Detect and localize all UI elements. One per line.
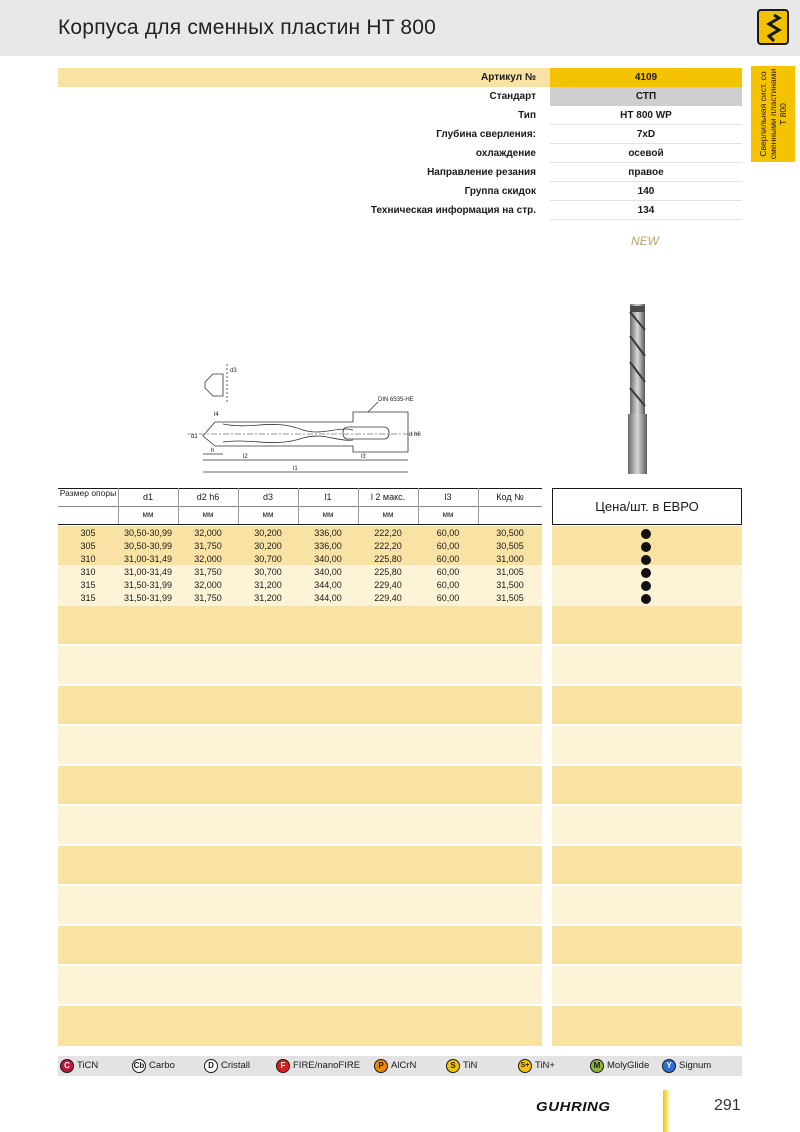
row-band — [58, 646, 542, 684]
price-band — [552, 846, 742, 884]
spec-label: Артикул № — [58, 68, 550, 87]
price-band — [552, 966, 742, 1004]
drill-logo-icon — [757, 9, 789, 45]
spec-table — [58, 68, 742, 220]
price-band — [552, 766, 742, 804]
cell-code: 30,500 — [496, 528, 524, 538]
col-divider — [418, 488, 419, 524]
spec-value: правое — [550, 163, 742, 182]
col-divider — [118, 488, 119, 524]
table-header-rule — [58, 524, 542, 525]
cell-l1: 340,00 — [314, 567, 342, 577]
cell-l1: 340,00 — [314, 554, 342, 564]
col-header-code: Код № — [496, 492, 524, 502]
spec-label: Тип — [518, 110, 536, 121]
unit-d3: мм — [262, 510, 274, 519]
cell-l2: 229,40 — [374, 593, 402, 603]
legend-label: Cristall — [221, 1060, 251, 1071]
spec-label: охлаждение — [475, 148, 536, 159]
page-title: Корпуса для сменных пластин HT 800 — [58, 16, 437, 39]
price-band — [552, 1006, 742, 1046]
cell-l3: 60,00 — [436, 567, 460, 577]
row-band — [58, 806, 542, 844]
unit-l1: мм — [322, 510, 334, 519]
legend-item-tin — [446, 1059, 477, 1073]
legend-item-cristall — [204, 1059, 250, 1073]
coating-s-icon: S — [446, 1059, 460, 1073]
spec-row-depth — [58, 125, 742, 144]
coating-legend — [58, 1056, 742, 1076]
unit-l3: мм — [442, 510, 454, 519]
legend-label: Carbo — [149, 1060, 175, 1071]
table-header — [58, 488, 542, 524]
legend-item-tinplus — [518, 1059, 555, 1073]
spec-value: 4109 — [550, 68, 742, 87]
cell-l3: 60,00 — [436, 541, 460, 551]
col-header-l1: l1 — [324, 492, 332, 502]
cell-d2: 31,750 — [194, 541, 222, 551]
cell-d1: 30,50-30,99 — [123, 528, 173, 538]
row-band — [58, 886, 542, 924]
spec-row-direction — [58, 163, 742, 182]
table-row — [58, 566, 542, 579]
col-divider — [238, 488, 239, 524]
brand-logo: GUHRING — [536, 1099, 611, 1114]
cell-l3: 60,00 — [436, 554, 460, 564]
spec-value: осевой — [550, 144, 742, 163]
cell-size: 310 — [80, 567, 96, 577]
cell-code: 31,505 — [496, 593, 524, 603]
availability-dot — [641, 581, 651, 591]
cell-d3: 30,200 — [254, 541, 282, 551]
coating-d-icon: D — [204, 1059, 218, 1073]
col-header-d3: d3 — [262, 492, 273, 502]
spec-value: 134 — [550, 201, 742, 220]
spec-value: 7xD — [550, 125, 742, 144]
label-h: h — [211, 448, 215, 454]
legend-label: Signum — [679, 1060, 712, 1071]
label-dh6: d h6 — [409, 432, 421, 438]
legend-item-fire — [276, 1059, 360, 1073]
row-band — [58, 1006, 542, 1046]
spec-label: Глубина сверления: — [436, 129, 536, 140]
legend-label: FIRE/nanoFIRE — [293, 1060, 361, 1071]
cell-d3: 30,700 — [254, 567, 282, 577]
cell-l2: 225,80 — [374, 567, 402, 577]
label-l4: l4 — [214, 412, 219, 418]
legend-item-ticn — [60, 1059, 98, 1073]
page-number: 291 — [714, 1097, 741, 1114]
price-band — [552, 686, 742, 724]
legend-item-carbo — [132, 1059, 175, 1073]
price-band — [552, 886, 742, 924]
table-row — [58, 540, 542, 553]
cell-l1: 344,00 — [314, 593, 342, 603]
price-band — [552, 926, 742, 964]
spec-value: 140 — [550, 182, 742, 201]
cell-d3: 31,200 — [254, 593, 282, 603]
price-header: Цена/шт. в ЕВРО — [552, 488, 742, 525]
legend-label: AlCrN — [391, 1060, 417, 1071]
drill-body-photo — [616, 300, 660, 478]
side-tab-text: Сверлильная сист. со сменными пластинами Т 800 — [758, 68, 788, 160]
col-header-l2: l 2 макс. — [370, 492, 406, 502]
coating-c-icon: C — [60, 1059, 74, 1073]
label-d1: d1 — [191, 434, 198, 440]
row-band — [58, 726, 542, 764]
cell-d2: 32,000 — [194, 580, 222, 590]
spec-row-techinfo — [58, 201, 742, 220]
row-band — [58, 766, 542, 804]
label-l2: l2 — [243, 454, 248, 460]
label-l3: l3 — [361, 454, 366, 460]
cell-d2: 31,750 — [194, 593, 222, 603]
cell-d2: 32,000 — [194, 554, 222, 564]
price-band — [552, 646, 742, 684]
cell-l3: 60,00 — [436, 593, 460, 603]
legend-item-signum — [662, 1059, 711, 1073]
spec-label: Стандарт — [489, 91, 536, 102]
legend-label: TiCN — [77, 1060, 99, 1071]
spec-row-cooling — [58, 144, 742, 163]
row-band — [58, 846, 542, 884]
coating-f-icon: F — [276, 1059, 290, 1073]
col-divider — [358, 488, 359, 524]
coating-p-icon: P — [374, 1059, 388, 1073]
spec-label: Техническая информация на стр. — [370, 205, 536, 216]
row-band — [58, 606, 542, 644]
cell-l1: 336,00 — [314, 541, 342, 551]
cell-d1: 31,00-31,49 — [123, 567, 173, 577]
technical-drawing — [183, 360, 423, 480]
cell-code: 31,500 — [496, 580, 524, 590]
cell-l2: 222,20 — [374, 528, 402, 538]
cell-l1: 344,00 — [314, 580, 342, 590]
coating-splus-icon: S+ — [518, 1059, 532, 1073]
cell-code: 31,005 — [496, 567, 524, 577]
spec-value: HT 800 WP — [550, 106, 742, 125]
spec-row-discount — [58, 182, 742, 201]
cell-code: 30,505 — [496, 541, 524, 551]
unit-d1: мм — [142, 510, 154, 519]
legend-item-alcrn — [374, 1059, 416, 1073]
availability-dot — [641, 529, 651, 539]
cell-d3: 30,200 — [254, 528, 282, 538]
cell-d3: 30,700 — [254, 554, 282, 564]
cell-l3: 60,00 — [436, 528, 460, 538]
cell-d1: 30,50-30,99 — [123, 541, 173, 551]
legend-item-molyglide — [590, 1059, 649, 1073]
cell-d1: 31,50-31,99 — [123, 580, 173, 590]
label-l1: l1 — [293, 466, 298, 472]
spec-row-article — [58, 68, 742, 87]
table-row — [58, 592, 542, 605]
price-band — [552, 806, 742, 844]
row-band — [58, 686, 542, 724]
cell-d3: 31,200 — [254, 580, 282, 590]
cell-l2: 229,40 — [374, 580, 402, 590]
price-band — [552, 726, 742, 764]
cell-code: 31,000 — [496, 554, 524, 564]
spec-value: СТП — [550, 87, 742, 106]
cell-size: 315 — [80, 580, 96, 590]
coating-m-icon: M — [590, 1059, 604, 1073]
spec-label: Направление резания — [427, 167, 536, 178]
footer-accent-bar — [663, 1090, 669, 1132]
cell-size: 305 — [80, 541, 96, 551]
label-din: DIN 6535-HE — [378, 397, 414, 403]
coating-cb-icon: Cb — [132, 1059, 146, 1073]
table-row — [58, 579, 542, 592]
availability-dot — [641, 594, 651, 604]
legend-label: TiN+ — [535, 1060, 555, 1071]
cell-d2: 31,750 — [194, 567, 222, 577]
cell-l2: 225,80 — [374, 554, 402, 564]
availability-dot — [641, 555, 651, 565]
unit-l2: мм — [382, 510, 394, 519]
col-header-l3: l3 — [444, 492, 452, 502]
legend-label: MolyGlide — [607, 1060, 650, 1071]
row-band — [58, 926, 542, 964]
col-divider — [178, 488, 179, 524]
coating-y-icon: Y — [662, 1059, 676, 1073]
section-side-tab — [751, 66, 795, 162]
cell-size: 305 — [80, 528, 96, 538]
spec-label: Группа скидок — [464, 186, 536, 197]
cell-d2: 32,000 — [194, 528, 222, 538]
col-divider — [478, 488, 479, 524]
table-row — [58, 527, 542, 540]
row-band — [58, 966, 542, 1004]
cell-l3: 60,00 — [436, 580, 460, 590]
cell-size: 315 — [80, 593, 96, 603]
cell-d1: 31,50-31,99 — [123, 593, 173, 603]
availability-dot — [641, 542, 651, 552]
spec-row-type — [58, 106, 742, 125]
cell-l1: 336,00 — [314, 528, 342, 538]
col-header-size: Размер опоры — [59, 488, 117, 498]
col-header-d2: d2 h6 — [196, 492, 220, 502]
legend-label: TiN — [463, 1060, 478, 1071]
cell-l2: 222,20 — [374, 541, 402, 551]
col-divider — [298, 488, 299, 524]
cell-size: 310 — [80, 554, 96, 564]
label-d3: d3 — [230, 368, 237, 374]
availability-dot — [641, 568, 651, 578]
new-badge: NEW — [631, 234, 659, 248]
col-header-d1: d1 — [142, 492, 153, 502]
spec-row-standard — [58, 87, 742, 106]
cell-d1: 31,00-31,49 — [123, 554, 173, 564]
table-row — [58, 553, 542, 566]
unit-d2: мм — [202, 510, 214, 519]
price-band — [552, 606, 742, 644]
